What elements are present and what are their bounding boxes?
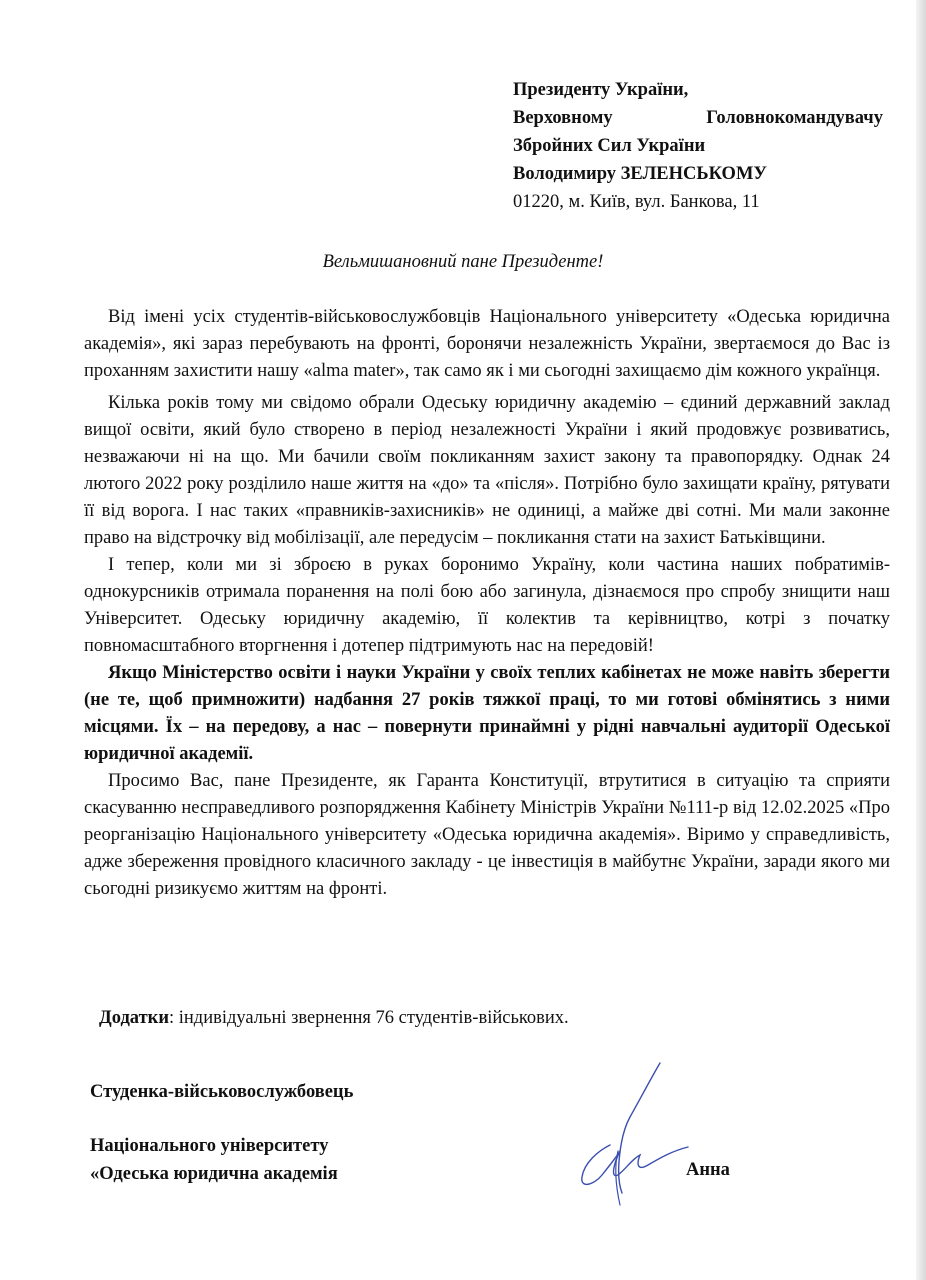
- signature-block: [90, 1078, 353, 1188]
- handwritten-signature: [560, 1055, 690, 1215]
- addressee-line-2: [513, 104, 883, 132]
- signer-name: Анна: [686, 1160, 730, 1180]
- attachments-label: Додатки: [99, 1008, 169, 1028]
- signer-org-line-2: «Одеська юридична академія: [90, 1164, 338, 1184]
- letter-body: [84, 304, 890, 903]
- addressee-address: 01220, м. Київ, вул. Банкова, 11: [513, 192, 760, 212]
- addressee-line-3: Збройних Сил України: [513, 136, 706, 156]
- addressee-line-2b: Головнокомандувачу: [706, 108, 883, 128]
- paragraph-3: І тепер, коли ми зі зброєю в руках боронимо Україну, коли частина наших побратимів-однокурсників отримала поранення на полі бою або загинула, дізнаємося про спробу знищити наш Університет. Одеську юридичну академію, її колектив та керівництво, котрі з початку повномасштабного вторгнення і дотепер підтримують нас на передовій!: [84, 555, 890, 656]
- paragraph-2: Кілька років тому ми свідомо обрали Одеську юридичну академію – єдиний державний заклад вищої освіти, який було створено в період незалежності України і який продовжує розвиватись, незважаючи ні на що. Ми бачили своїм покликанням захист закону та правопорядку. Однак 24 лютого 2022 року розділило наше життя на «до» та «після». Потрібно було захищати країну, рятувати її від ворога. І нас таких «правників-захисників» не одиниці, а майже дві сотні. Ми мали законне право на відстрочку від мобілізації, але передусім – покликання стати на захист Батьківщини.: [84, 393, 890, 548]
- attachments-line: [99, 1008, 569, 1029]
- paragraph-5: Просимо Вас, пане Президенте, як Гаранта Конституції, втрутитися в ситуацію та сприяти скасуванню несправедливого розпорядження Кабінету Міністрів України №111-р від 12.02.2025 «Про реорганізацію Національного університету «Одеська юридична академія». Віримо у справедливість, адже збереження провідного класичного закладу - це інвестиція в майбутнє України, заради якого ми сьогодні ризикуємо життям на фронті.: [84, 771, 890, 899]
- signer-title: Студенка-військовослужбовець: [90, 1082, 354, 1102]
- attachments-text: : індивідуальні звернення 76 студентів-військових.: [168, 1008, 569, 1028]
- page-edge: [916, 0, 926, 1280]
- addressee-line-1: Президенту України,: [513, 80, 689, 100]
- paragraph-1: Від імені усіх студентів-військовослужбовців Національного університету «Одеська юридична академія», які зараз перебувають на фронті, боронячи незалежність України, звертаємося до Вас із проханням захистити нашу «alma mater», так само як і ми сьогодні захищаємо дім кожного українця.: [84, 307, 890, 381]
- addressee-line-2a: Верховному: [513, 108, 613, 128]
- signer-org-line-1: Національного університету: [90, 1136, 329, 1156]
- salutation: Вельмишановний пане Президенте!: [322, 252, 604, 272]
- addressee-block: [513, 76, 883, 216]
- paragraph-4: Якщо Міністерство освіти і науки України у своїх теплих кабінетах не може навіть зберегти (не те, щоб примножити) надбання 27 років тяжкої праці, то ми готові обмінятись з ними місцями. Їх – на передову, а нас – повернути принаймні у рідні навчальні аудиторії Одеської юридичної академії.: [84, 663, 890, 764]
- addressee-line-4: Володимиру ЗЕЛЕНСЬКОМУ: [513, 164, 767, 184]
